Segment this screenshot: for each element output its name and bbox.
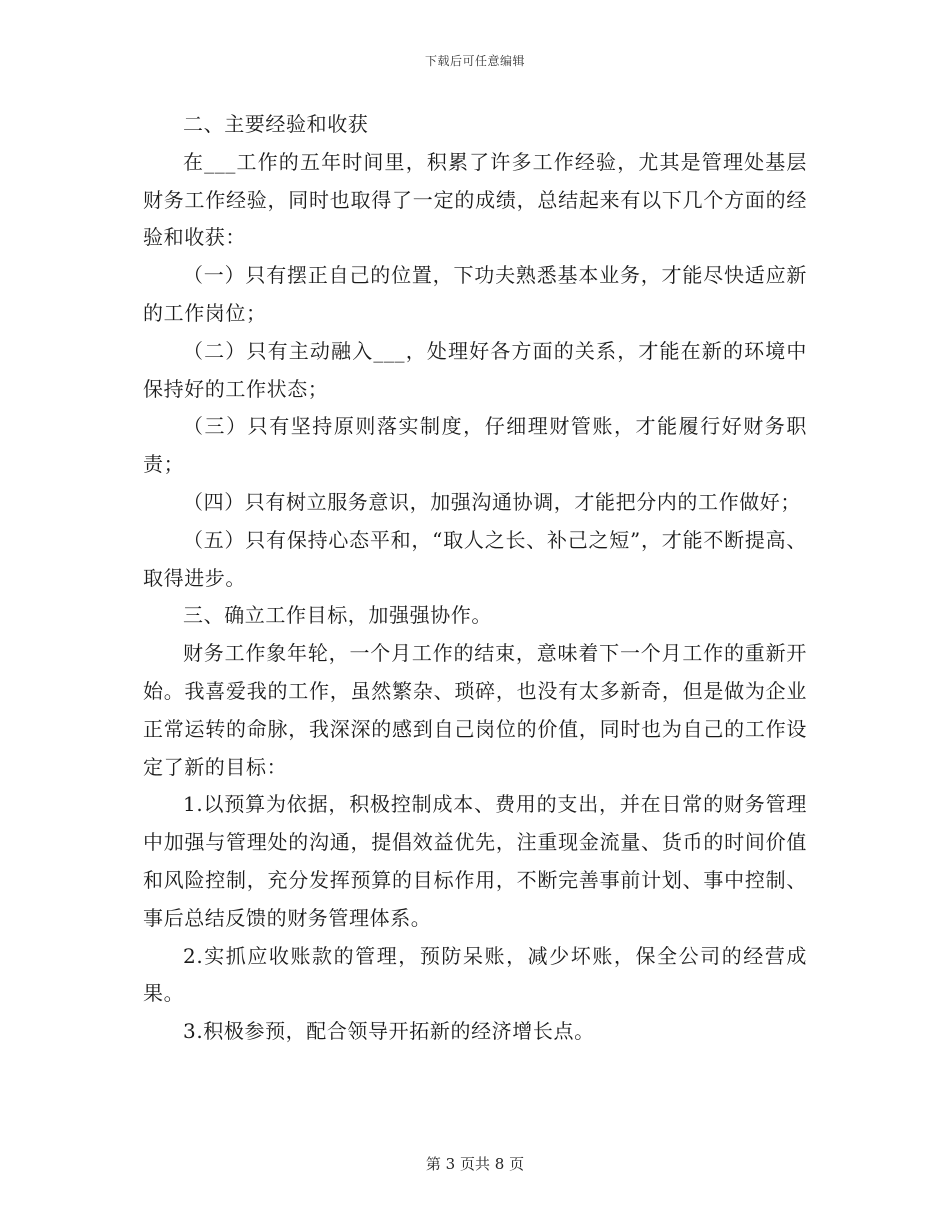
list-item-5: （五）只有保持心态平和，“取人之长、补己之短”，才能不断提高、取得进步。 (143, 527, 807, 590)
paragraph: 在___工作的五年时间里，积累了许多工作经验，尤其是管理处基层财务工作经验，同时也取得了一定的成绩，总结起来有以下几个方面的经验和收获： (143, 149, 807, 250)
goal-item-2: 2.实抓应收账款的管理，预防呆账，减少坏账，保全公司的经营成果。 (143, 943, 807, 1006)
document-body (143, 106, 807, 1051)
goal-item-3: 3.积极参预，配合领导开拓新的经济增长点。 (183, 1019, 595, 1044)
list-item-3: （三）只有坚持原则落实制度，仔细理财管账，才能履行好财务职责； (143, 414, 807, 477)
list-item-1: （一）只有摆正自己的位置，下功夫熟悉基本业务，才能尽快适应新的工作岗位； (143, 263, 807, 325)
page-header: 下载后可任意编辑 (424, 54, 525, 68)
goal-item-1: 1.以预算为依据，积极控制成本、费用的支出，并在日常的财务管理中加强与管理处的沟通，提倡效益优先，注重现金流量、货币的时间价值和风险控制，充分发挥预算的目标作用，不断完善事前计划、事中控制、事后总结反馈的财务管理体系。 (143, 792, 807, 930)
list-item-4: （四）只有树立服务意识，加强沟通协调，才能把分内的工作做好； (183, 489, 801, 514)
list-item-2: （二）只有主动融入___，处理好各方面的关系，才能在新的环境中保持好的工作状态； (143, 338, 807, 401)
page-footer: 第 3 页共 8 页 (425, 1155, 525, 1173)
paragraph: 财务工作象年轮，一个月工作的结束，意味着下一个月工作的重新开始。我喜爱我的工作，虽然繁杂、琐碎，也没有太多新奇，但是做为企业正常运转的命脉，我深深的感到自己岗位的价值，同时也为自己的工作设定了新的目标： (143, 641, 807, 779)
section-heading-2: 二、主要经验和收获 (183, 112, 369, 136)
section-heading-3: 三、确立工作目标，加强强协作。 (183, 603, 492, 628)
